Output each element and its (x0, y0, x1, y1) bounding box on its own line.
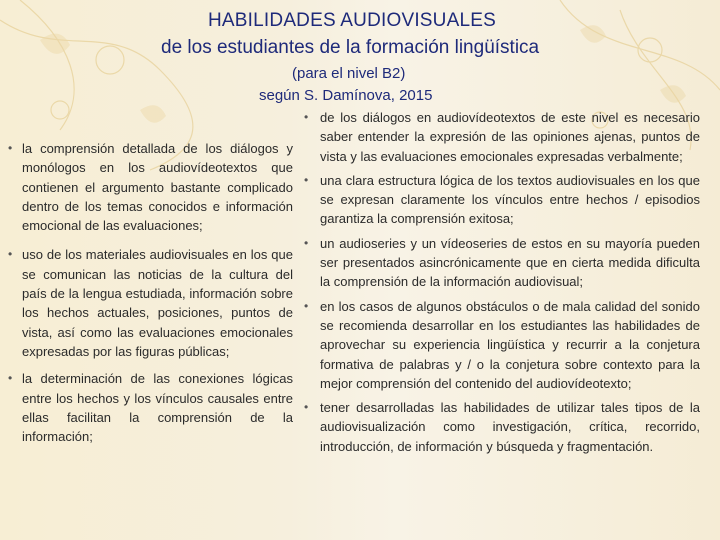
bullet-icon: • (8, 371, 13, 386)
list-item-text: tener desarrolladas las habilidades de utilizar tales tipos de la audiovisualización como investigación, crítica, recorrido, introducción, de información y búsqueda y fragmentación. (320, 400, 700, 454)
list-item (8, 139, 293, 235)
bullet-icon: • (304, 110, 309, 124)
list-item (304, 234, 700, 292)
bullet-icon: • (304, 400, 309, 415)
list-item (304, 297, 700, 393)
list-item-text: uso de los materiales audiovisuales en los que se comunican las noticias de la cultura del país de la lengua estudiada, información sobre los hechos actuales, posiciones, puntos de vista, así como las evaluaciones emocionales expresadas por las figuras públicas; (22, 247, 293, 359)
list-item-text: la determinación de las conexiones lógicas entre los hechos y los vínculos causales entre ellas facilitan la comprensión de la información; (22, 371, 293, 445)
title-line-1: HABILIDADES AUDIOVISUALES (208, 10, 496, 31)
list-item-text: un audioseries y un vídeoseries de estos en su mayoría pueden ser presentados asincrónicamente que en cierta medida dificulta la comprensión de la información audiovisual; (320, 235, 700, 290)
list-item-text: la comprensión detallada de los diálogos y monólogos en los audiovídeotextos que contienen el argumento bastante complicado dentro de los temas conocidos e información emocional de las evaluaciones; (22, 141, 293, 234)
left-column (8, 139, 293, 454)
list-item (304, 108, 700, 166)
bullet-icon: • (8, 247, 13, 262)
bullet-icon: • (304, 298, 309, 313)
list-item (8, 245, 293, 361)
list-item (8, 369, 293, 446)
bullet-icon: • (304, 172, 309, 187)
list-item (304, 398, 700, 456)
list-item-text: de los diálogos en audiovídeotextos de este nivel es necesario saber entender la expresión de las opiniones ajenas, puntos de vista y las evaluaciones emocionales expresadas verbalmente; (320, 110, 700, 164)
bullet-icon: • (304, 235, 309, 250)
bullet-icon: • (8, 141, 13, 155)
list-item (304, 171, 700, 229)
subtitle-line-2: según S. Damínova, 2015 (259, 87, 433, 104)
title-line-2: de los estudiantes de la formación lingüística (161, 37, 540, 58)
left-bullet-list (8, 139, 293, 446)
right-column (304, 108, 700, 461)
right-bullet-list (304, 108, 700, 456)
list-item-text: en los casos de algunos obstáculos o de mala calidad del sonido se recomienda desarrollar en los estudiantes las habilidades de aprovechar su experiencia lingüística y recurrir a la conjetura formativa de palabras y / o la conjetura sobre contexto para la mejor comprensión del contenido del audiovídeotexto; (320, 298, 700, 391)
subtitle-line-1: (para el nivel B2) (292, 65, 406, 82)
list-item-text: una clara estructura lógica de los textos audiovisuales en los que se expresan claramente los vínculos entre hechos / episodios garantiza la comprensión exitosa; (320, 172, 700, 227)
